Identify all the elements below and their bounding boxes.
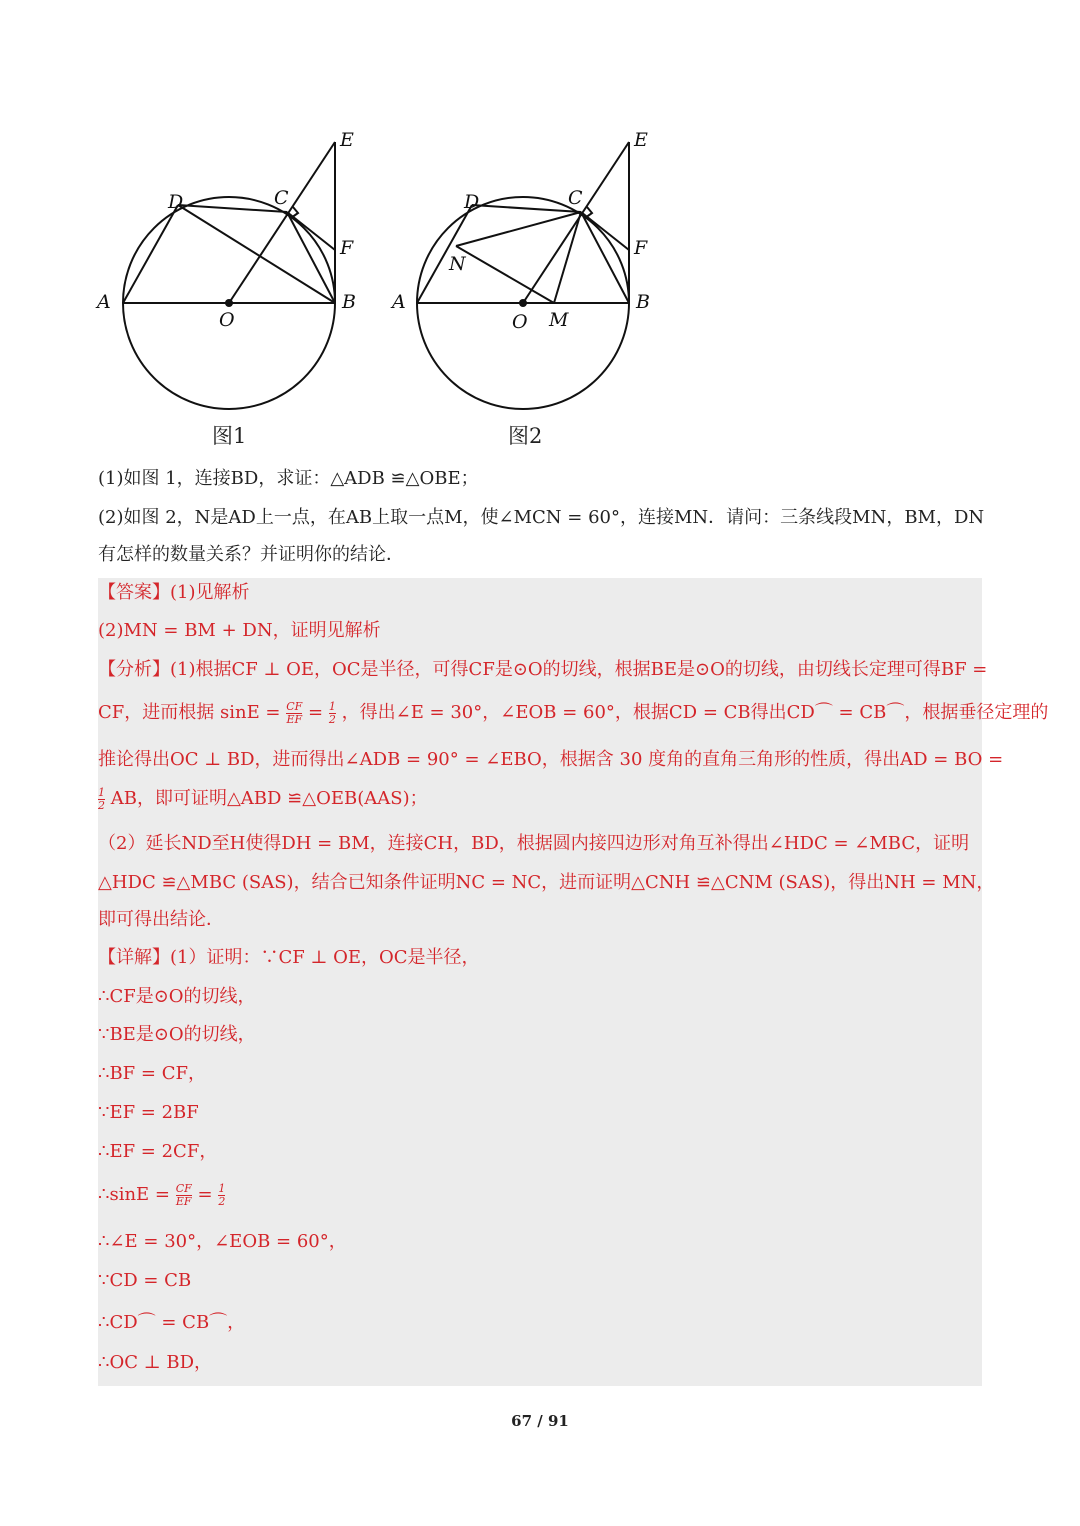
- fig2-segment-MC: [554, 212, 581, 303]
- analysis-text: ，得出∠E = 30°，∠EOB = 60°，根据CD = CB得出CD⌒ = CB⌒，根据垂径定理的: [341, 702, 1049, 723]
- detail-line: ∴OC ⊥ BD，: [98, 1352, 213, 1373]
- figure-1-diagram: [92, 120, 382, 420]
- fraction-half: [218, 1183, 225, 1208]
- analysis-line: （2）延长ND至H使得DH = BM，连接CH，BD，根据圆内接四边形对角互补得出∠HDC = ∠MBC，证明: [98, 833, 970, 854]
- fig1-label: C: [274, 187, 289, 209]
- detail-line-sin: [98, 1182, 225, 1208]
- fig2-segment-CF: [581, 212, 629, 250]
- fraction-cf-ef: [176, 1183, 192, 1208]
- detail-line: ∵CD = CB: [98, 1270, 192, 1291]
- fig2-label: E: [634, 129, 648, 151]
- fig1-label: A: [97, 291, 111, 313]
- detail-line: ∵BE是⊙O的切线，: [98, 1024, 256, 1045]
- fig1-label: E: [340, 129, 354, 151]
- fig1-segment-CF: [287, 212, 335, 250]
- detail-line: ∴CD⌒ = CB⌒，: [98, 1312, 246, 1333]
- fig1-segment-CB: [287, 212, 335, 303]
- analysis-line-half: [98, 786, 428, 812]
- question-2-line-2: 有怎样的数量关系？并证明你的结论．: [98, 544, 404, 565]
- fig1-segment-AD: [123, 205, 178, 303]
- figure-1-caption: 图1: [212, 424, 247, 448]
- analysis-line: 即可得出结论．: [98, 909, 224, 930]
- fig1-label: O: [219, 309, 235, 331]
- fig2-label: D: [464, 191, 480, 213]
- answer-line: 【答案】(1)见解析: [98, 582, 250, 603]
- fig2-label: A: [392, 291, 406, 313]
- fraction-denominator: 2: [328, 712, 336, 726]
- fraction-denominator: 2: [98, 798, 105, 812]
- detail-text: ∴sinE =: [98, 1184, 170, 1205]
- detail-line: ∴BF = CF，: [98, 1063, 206, 1084]
- analysis-line-sin: [98, 700, 1048, 726]
- fig2-label: M: [549, 309, 569, 331]
- equals-sign: =: [308, 702, 324, 723]
- fraction-denominator: 2: [218, 1194, 226, 1208]
- detail-line: ∴∠E = 30°，∠EOB = 60°，: [98, 1231, 347, 1252]
- figure-1: [92, 120, 382, 420]
- fig1-segment-OE: [229, 142, 335, 303]
- fraction-cf-ef: [286, 701, 302, 726]
- fraction-half: [329, 701, 336, 726]
- fig2-segment-NC: [456, 212, 581, 246]
- analysis-line: 【分析】(1)根据CF ⊥ OE，OC是半径，可得CF是⊙O的切线，根据BE是⊙O的切线，由切线长定理可得BF =: [98, 659, 988, 680]
- question-2-line-1: (2)如图 2，N是AD上一点，在AB上取一点M，使∠MCN = 60°，连接MN．请问：三条线段MN，BM，DN: [98, 507, 985, 528]
- fig1-label: F: [340, 237, 354, 259]
- detail-line: ∵EF = 2BF: [98, 1102, 199, 1123]
- figure-2: [386, 120, 676, 420]
- fraction-numerator: CF: [286, 699, 303, 713]
- fig2-segment-NM: [456, 246, 554, 303]
- equals-sign: =: [197, 1184, 213, 1205]
- question-1: (1)如图 1，连接BD，求证：△ADB ≌△OBE；: [98, 468, 479, 489]
- detail-line: 【详解】(1）证明：∵CF ⊥ OE，OC是半径，: [98, 947, 480, 968]
- figure-2-diagram: [386, 120, 676, 420]
- fraction-numerator: CF: [175, 1181, 192, 1195]
- fig2-label: F: [634, 237, 648, 259]
- analysis-line: △HDC ≌△MBC (SAS)，结合已知条件证明NC = NC，进而证明△CNH ≌△CNM (SAS)，得出NH = MN，: [98, 872, 995, 893]
- detail-line: ∴EF = 2CF，: [98, 1141, 218, 1162]
- fig2-label: C: [568, 187, 583, 209]
- analysis-line: 推论得出OC ⊥ BD，进而得出∠ADB = 90° = ∠EBO，根据含 30 度角的直角三角形的性质，得出AD = BO =: [98, 749, 1004, 770]
- analysis-text: AB，即可证明△ABD ≌△OEB(AAS)；: [110, 788, 428, 809]
- fraction-denominator: EF: [286, 712, 303, 726]
- analysis-text: CF，进而根据 sinE =: [98, 702, 281, 723]
- fig2-segment-CB: [581, 212, 629, 303]
- page-number: 67 / 91: [511, 1412, 569, 1430]
- fig2-center-point: [519, 299, 527, 307]
- fig2-label: O: [512, 311, 528, 333]
- detail-line: ∴CF是⊙O的切线，: [98, 986, 256, 1007]
- fig1-label: B: [342, 291, 356, 313]
- fig2-label: N: [449, 253, 466, 275]
- fraction-numerator: 1: [218, 1181, 226, 1195]
- fraction-denominator: EF: [175, 1194, 192, 1208]
- fig2-label: B: [636, 291, 650, 313]
- answer-line: (2)MN = BM + DN，证明见解析: [98, 620, 381, 641]
- fig1-segment-DB: [178, 205, 335, 303]
- fig1-center-point: [225, 299, 233, 307]
- fraction-half: [98, 787, 105, 812]
- fig1-label: D: [168, 191, 184, 213]
- fraction-numerator: 1: [328, 699, 336, 713]
- fraction-numerator: 1: [98, 785, 105, 799]
- figure-2-caption: 图2: [508, 424, 543, 448]
